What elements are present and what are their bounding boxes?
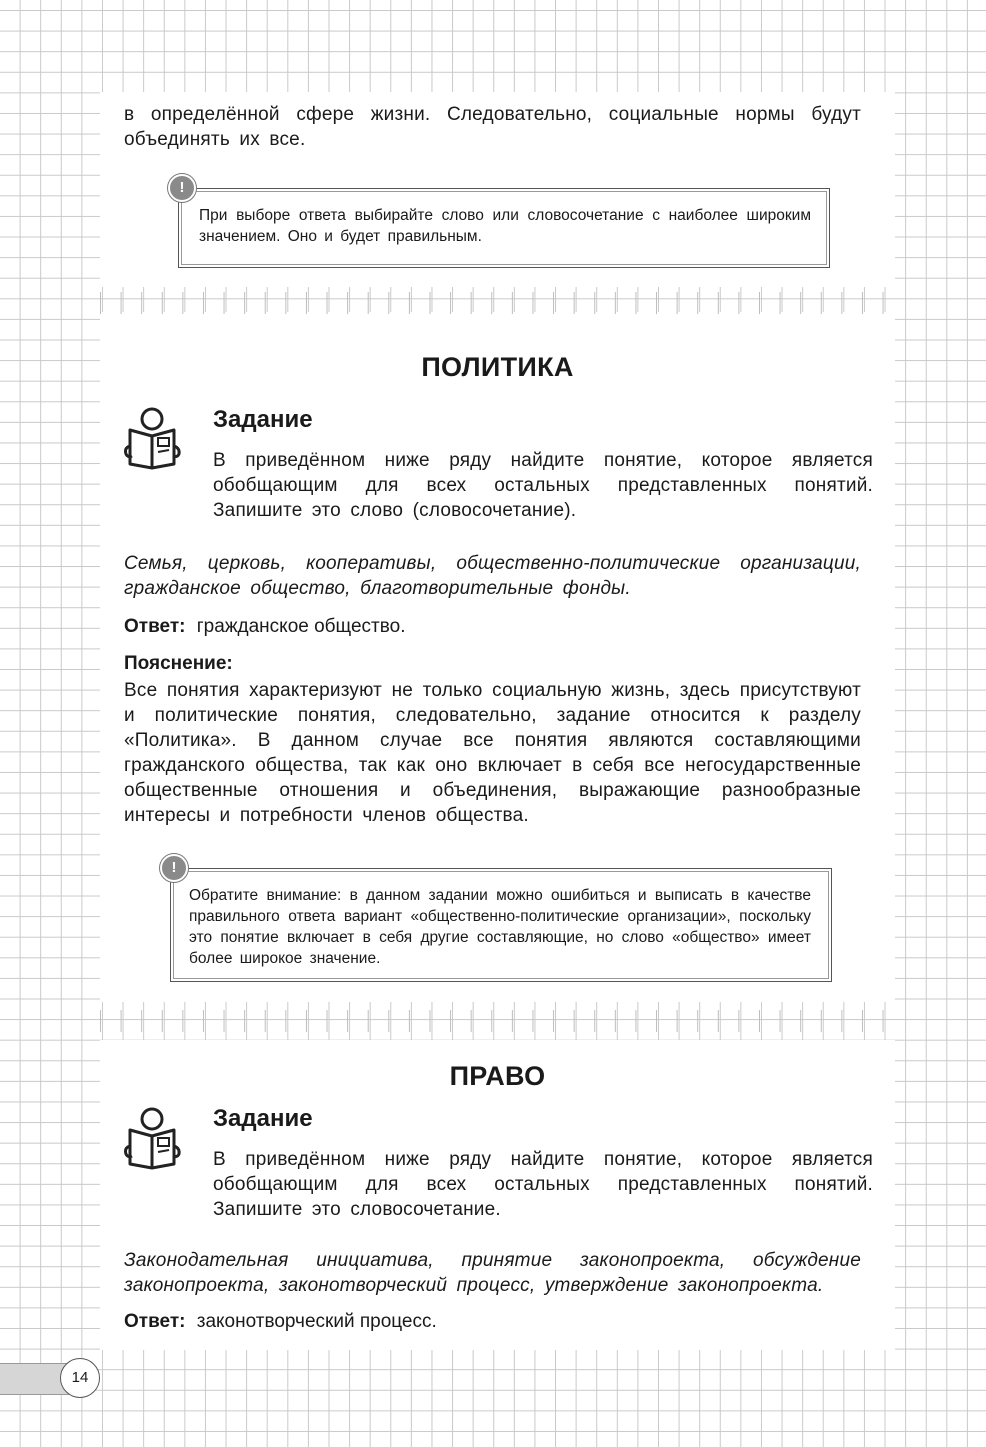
section-heading-law: ПРАВО <box>449 1061 546 1091</box>
answer-line <box>124 1311 437 1333</box>
concept-series: Законодательная инициатива, принятие законопроекта, обсуждение законопроекта, законотворческий процесс, утверждение законопроекта. <box>124 1250 861 1296</box>
explanation-text: Все понятия характеризуют не только социальную жизнь, здесь присутствуют и политические понятия, следовательно, задание относится к разделу «Политика». В данном случае все понятия являются составляющими гражданского общества, так как оно включает в себя все негосударственные общественные отношения и объединения, выражающие разнообразные интересы и потребности членов общества. <box>124 680 861 826</box>
answer-label: Ответ: <box>124 1311 186 1332</box>
explanation-label: Пояснение: <box>124 653 233 674</box>
task-title: Задание <box>213 406 313 433</box>
exclamation-icon: ! <box>160 854 188 882</box>
intro-paragraph: в определённой сфере жизни. Следовательно, социальные нормы будут объединять их все. <box>124 104 861 150</box>
answer-value: законотворческий процесс. <box>196 1311 437 1332</box>
section-divider <box>100 1010 895 1032</box>
answer-label: Ответ: <box>124 616 186 637</box>
reader-icon <box>122 1104 184 1170</box>
exclamation-icon: ! <box>168 174 196 202</box>
note-text: При выборе ответа выбирайте слово или словосочетание с наиболее широким значением. Оно и будет правильным. <box>199 207 811 245</box>
answer-line <box>124 616 405 638</box>
answer-value: гражданское общество. <box>196 616 406 637</box>
section-divider <box>100 292 895 314</box>
task-text: В приведённом ниже ряду найдите понятие, которое является обобщающим для всех остальных представленных понятий. Запишите это словосочетание. <box>213 1149 873 1220</box>
task-text: В приведённом ниже ряду найдите понятие, которое является обобщающим для всех остальных представленных понятий. Запишите это слово (словосочетание). <box>213 450 873 521</box>
page-number: 14 <box>60 1358 100 1398</box>
note-box <box>170 868 832 982</box>
section-heading-politics: ПОЛИТИКА <box>421 352 574 382</box>
note-box <box>178 188 830 268</box>
concept-series: Семья, церковь, кооперативы, общественно-политические организации, гражданское общество, благотворительные фонды. <box>124 553 861 599</box>
reader-icon <box>122 404 184 470</box>
task-title: Задание <box>213 1105 313 1132</box>
note-text: Обратите внимание: в данном задании можно ошибиться и выписать в качестве правильного ответа вариант «общественно-политические организации», поскольку это понятие включает в себя другие составляющие, но слово «общество» имеет более широкое значение. <box>189 887 811 967</box>
